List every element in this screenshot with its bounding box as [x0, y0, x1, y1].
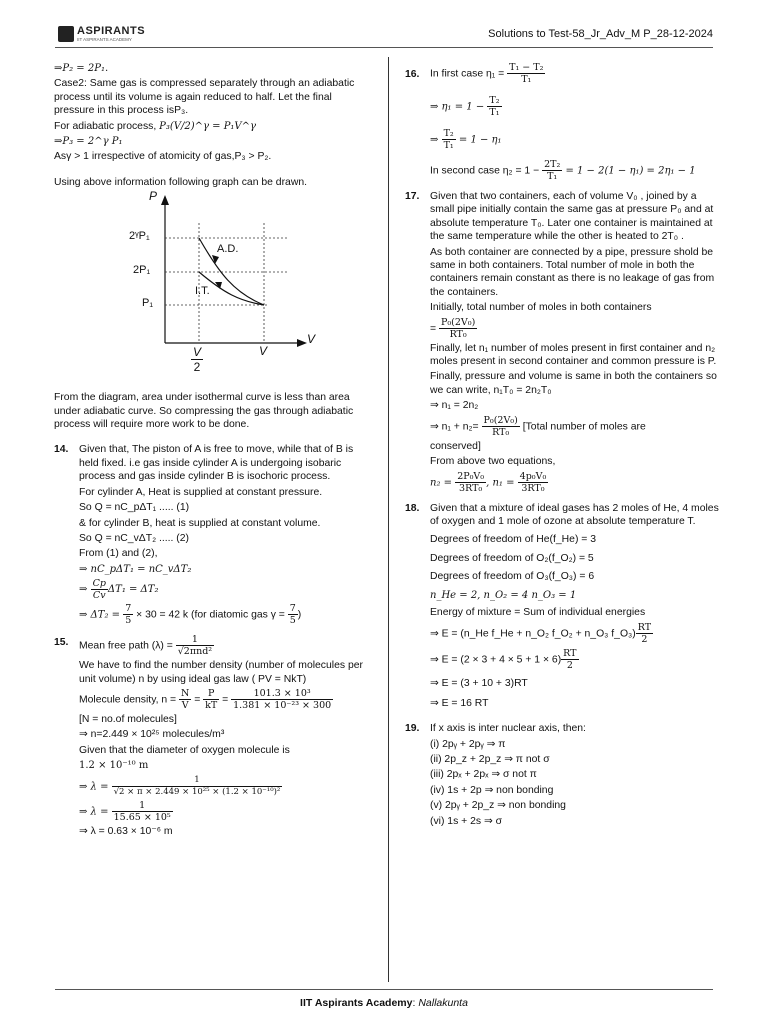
header-divider — [55, 47, 713, 48]
right-column — [405, 62, 723, 830]
case2-text: Case2: Same gas is compressed separately through an adiabatic process until its volume is again reduced to half. Let the final pressure in this process isP₃. — [54, 78, 355, 117]
q14-line: So Q = nC_pΔT₁ ..... (1) — [79, 502, 190, 514]
q15-line: We have to find the number density (number of molecules per unit volume) n by using ideal gas law ( PV = NkT) — [79, 660, 363, 685]
q14-line: From (1) and (2), — [79, 548, 158, 560]
q18-line: Degrees of freedom of O₂(f_O₂) = 5 — [430, 552, 594, 564]
footer-academy: IIT Aspirants Academy — [300, 997, 413, 1009]
q15-mfp: Mean free path (λ) = $\frac{1}{\text{√2πnd²}}$ — [79, 634, 213, 658]
logo-subtext: IIT ASPIRANTS ACADEMY — [77, 37, 132, 42]
q16-first-case: In first case η₁ = $\frac{\text{T₁ − T₂}}{\text{T₁}}$ — [430, 62, 544, 85]
question-18 — [405, 502, 723, 711]
q17-line: Initially, total number of moles in both containers — [430, 302, 652, 314]
q14-number: 14. — [54, 444, 69, 456]
q18-energy-2: ⇒ E = (2 × 3 + 4 × 5 + 1 × 6) $\frac{RT}{2}$ — [430, 648, 577, 672]
footer-divider — [55, 989, 713, 990]
q18-line: Degrees of freedom of He(f_He) = 3 — [430, 534, 597, 546]
question-16 — [405, 62, 723, 182]
q17-line: As both container are connected by a pipe, pressure shold be same in both containers. Total number of mole in both the containers remain constant as there is no leakage of gas from the containers. — [430, 246, 715, 298]
q16-eta1: ⇒ η₁ = 1 − $\frac{\text{T₂}}{\text{T₁}}$ — [430, 95, 500, 118]
q14-line: Given that, The piston of A is free to move, while that of B is held fixed. i.e gas inside cylinder A is undergoing isobaric process and gas inside cylinder B is isochoric process. — [79, 444, 354, 483]
q18-line: Degrees of freedom of O₃(f_O₃) = 6 — [430, 571, 595, 583]
q18-line: ⇒ E = (3 + 10 + 3)RT — [430, 678, 528, 690]
question-14 — [54, 443, 372, 626]
q17-line: From above two equations, — [430, 456, 556, 468]
academy-logo — [58, 25, 146, 44]
q17-line: Finally, pressure and volume is same in both the containers so we can write, n₁T₀ = 2n₂T₀ — [430, 371, 717, 396]
q15-lambda-1: ⇒ λ = $\frac{1}{\text{√2 × π × 2.449 × 10²⁵ × (1.2 × 10⁻¹⁰)²}}$ — [79, 774, 281, 797]
pv-graph — [109, 189, 359, 383]
adiabatic-label: For adiabatic process, — [54, 120, 160, 132]
tick-2p1: 2P₁ — [133, 264, 151, 277]
q17-line: Given that two containers, each of volume V₀ , joined by a small pipe initially contain the same gas at pressure P₀ and at absolute temperature T₀. Later one container is maintained at the same temperature while the other is heated to 2T₀ . — [430, 191, 714, 243]
q18-energy-1: ⇒ E = (n_He f_He + n_O₂ f_O₂ + n_O₃ f_O₃) $\frac{RT}{2}$ — [430, 622, 652, 646]
column-divider — [388, 57, 389, 982]
tick-2gamma-p1: 2ᵞP₁ — [129, 230, 150, 243]
q17-final-moles: n₂ = $\frac{\text{2P₀V₀}}{\text{3RT₀}}$ , n₁ = $\frac{\text{4p₀V₀}}{\text{3RT₀}}$ — [430, 470, 547, 494]
q19-line: (v) 2pᵧ + 2p_z ⇒ non bonding — [430, 800, 566, 812]
pv-graph-svg — [109, 193, 359, 383]
page-header — [0, 0, 768, 52]
q15-line: ⇒ n=2.449 × 10²⁵ molecules/m³ — [79, 729, 225, 741]
curve-label-it: I.T. — [195, 285, 210, 298]
left-column — [54, 62, 372, 840]
q15-line: [N = no.of molecules] — [79, 713, 177, 725]
q18-line: Given that a mixture of ideal gases has 2 moles of He, 4 moles of oxygen and 1 mole of ozone at absolute temperature T. — [430, 502, 719, 527]
q17-total-moles: ⇒ n₁ + n₂= $\frac{\text{P₀(2V₀)}}{\text{RT₀}}$ [Total number of moles are — [430, 414, 646, 438]
q19-number: 19. — [405, 723, 420, 735]
y-axis-label: P — [149, 189, 158, 204]
graph-intro: Using above information following graph can be drawn. — [54, 176, 307, 188]
logo-icon — [58, 26, 74, 42]
gamma-note: Asγ > 1 irrespective of atomicity of gas,P₃ > P₂. — [54, 151, 272, 163]
q19-line: (iii) 2pₓ + 2pₓ ⇒ σ not π — [430, 769, 537, 781]
q14-line: & for cylinder B, heat is supplied at constant volume. — [79, 517, 321, 529]
tick-p1: P₁ — [142, 297, 154, 310]
question-17 — [405, 190, 723, 494]
footer-location: Nallakunta — [418, 997, 468, 1009]
logo-text: ASPIRANTS — [77, 25, 146, 37]
q17-number: 17. — [405, 191, 420, 202]
q18-line: ⇒ E = 16 RT — [430, 697, 489, 709]
q17-line: ⇒ n₁ = 2n₂ — [430, 400, 479, 412]
q15-lambda-2: ⇒ λ = $\frac{1}{\text{15.65 × 10⁵}}$ — [79, 799, 171, 823]
question-15 — [54, 634, 372, 838]
q15-line: ⇒ λ = 0.63 × 10⁻⁶ m — [79, 825, 173, 837]
q19-line: (vi) 1s + 2s ⇒ σ — [430, 815, 502, 827]
curve-label-ad: A.D. — [217, 243, 239, 256]
page-footer: IIT Aspirants Academy: Nallakunta — [300, 997, 468, 1009]
q19-line: (ii) 2p_z + 2p_z ⇒ π not σ — [430, 753, 550, 765]
tick-v: V — [259, 344, 268, 359]
q14-line: ⇒ nC_pΔT₁ = nC_vΔT₂ — [79, 563, 192, 575]
q14-eq-ratio: ⇒ $\frac{Cp}{Cv}$ ΔT₁ = ΔT₂ — [79, 578, 159, 602]
q19-line: (iv) 1s + 2p ⇒ non bonding — [430, 784, 554, 796]
q17-line: conserved] — [430, 440, 481, 452]
question-19 — [405, 722, 723, 828]
q16-second-case: In second case η₂ = 1 − $\frac{\text{2T₂}}{\text{T₁}}$ = 1 − 2(1 − η₁) = 2η₁ − 1 — [430, 159, 696, 182]
x-axis-arrow — [297, 339, 307, 347]
q14-line: So Q = nC_vΔT₂ ..... (2) — [79, 532, 190, 544]
q14-line: For cylinder A, Heat is supplied at constant pressure. — [79, 486, 323, 498]
q17-initial-moles: = $\frac{\text{P₀(2V₀)}}{\text{RT₀}}$ — [430, 316, 476, 340]
result-p2: ⇒P₂ = 2P₁. — [54, 63, 109, 74]
result-p3: ⇒P₃ = 2^γ P₁ — [54, 136, 123, 148]
q18-line: n_He = 2, n_O₂ = 4 n_O₃ = 1 — [430, 589, 577, 601]
q19-line: If x axis is inter nuclear axis, then: — [430, 723, 586, 735]
adiabatic-eq — [54, 120, 372, 133]
q16-number: 16. — [405, 69, 420, 80]
q16-ratio: ⇒ $\frac{\text{T₂}}{\text{T₁}}$ = 1 − η₁ — [430, 128, 502, 151]
q14-eq-result: ⇒ ΔT₂ = $\frac{7}{5}$ × 30 = 42 k (for diatomic gas γ = $\frac{7}{5}$ ) — [79, 603, 302, 627]
q15-number: 15. — [54, 637, 69, 649]
adiabatic-formula: P₃(V/2)^γ = P₁V^γ — [159, 120, 257, 132]
x-axis-label: V — [307, 332, 316, 347]
conclusion-text: From the diagram, area under isothermal curve is less than area under adiabatic curve. So compressing the gas through adiabatic process will require more work to be done. — [54, 392, 354, 431]
q18-number: 18. — [405, 502, 420, 514]
y-axis-arrow — [161, 195, 169, 205]
q18-line: Energy of mixture = Sum of individual energies — [430, 606, 646, 618]
q15-line: 1.2 × 10⁻¹⁰ m — [79, 760, 149, 772]
q15-line: Given that the diameter of oxygen molecule is — [79, 744, 290, 756]
q19-line: (i) 2pᵧ + 2pᵧ ⇒ π — [430, 738, 506, 750]
document-title: Solutions to Test-58_Jr_Adv_M P_28-12-2024 — [488, 28, 713, 40]
tick-v-half: V 2 — [193, 345, 202, 375]
q15-density: Molecule density, n = $\frac{N}{V}$ = $\frac{P}{kT}$ = $\frac{\text{101.3 × 10³}}{\text{1.381 × 10⁻²³ × 300}}$ — [79, 687, 332, 711]
q17-line: Finally, let n₁ number of moles present in first container and n₂ moles present in second container and common pressure is P. — [430, 342, 717, 368]
